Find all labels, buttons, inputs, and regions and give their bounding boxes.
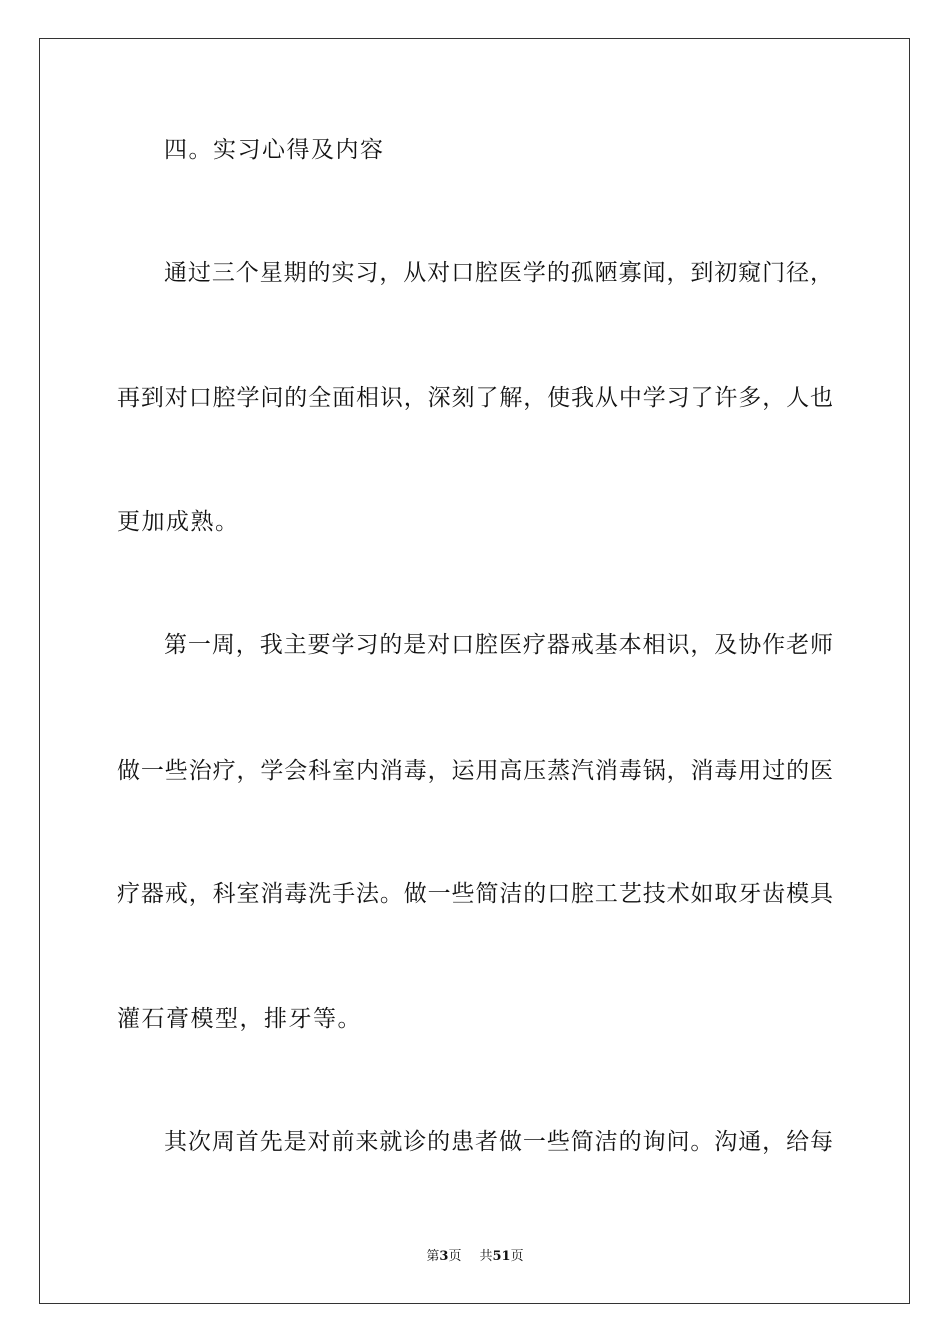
paragraph-line: 通过三个星期的实习，从对口腔医学的孤陋寡闻，到初窥门径， bbox=[164, 260, 833, 286]
page-border bbox=[39, 38, 910, 1304]
total-prefix: 共 bbox=[479, 1249, 493, 1264]
page-prefix: 第 bbox=[426, 1249, 440, 1264]
paragraph-line: 其次周首先是对前来就诊的患者做一些简洁的询问。沟通，给每 bbox=[164, 1129, 833, 1155]
page-number: 3 bbox=[439, 1249, 449, 1264]
total-suffix: 页 bbox=[510, 1249, 524, 1264]
page-footer bbox=[0, 1248, 950, 1266]
page-suffix: 页 bbox=[448, 1249, 462, 1264]
total-pages: 51 bbox=[492, 1249, 511, 1264]
paragraph-line: 再到对口腔学问的全面相识，深刻了解，使我从中学习了许多，人也 bbox=[117, 385, 833, 411]
paragraph-line: 做一些治疗，学会科室内消毒，运用高压蒸汽消毒锅，消毒用过的医 bbox=[117, 758, 833, 784]
paragraph-line: 灌石膏模型，排牙等。 bbox=[117, 1006, 362, 1032]
paragraph-line: 疗器戒，科室消毒洗手法。做一些简洁的口腔工艺技术如取牙齿模具 bbox=[117, 881, 833, 907]
section-heading: 四。实习心得及内容 bbox=[164, 137, 385, 163]
paragraph-line: 更加成熟。 bbox=[117, 509, 240, 535]
paragraph-line: 第一周，我主要学习的是对口腔医疗器戒基本相识，及协作老师 bbox=[164, 632, 833, 658]
